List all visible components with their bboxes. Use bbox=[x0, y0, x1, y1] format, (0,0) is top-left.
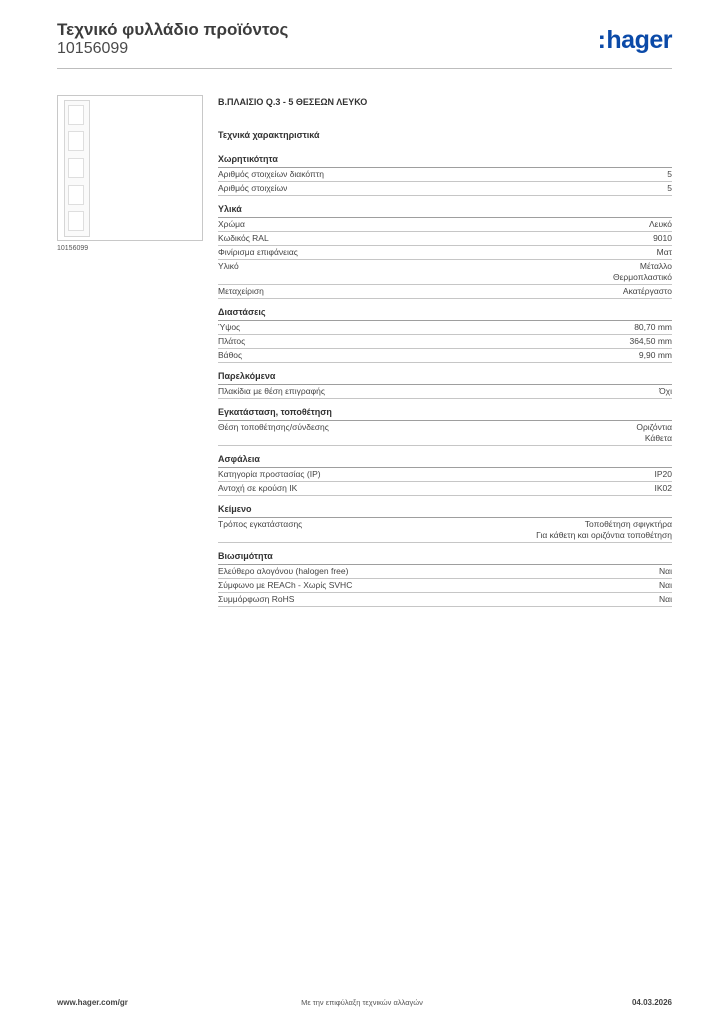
logo-text: hager bbox=[606, 26, 672, 54]
spec-value-line: Λευκό bbox=[649, 219, 672, 229]
spec-label: Πλάτος bbox=[218, 336, 246, 346]
spec-section bbox=[218, 306, 672, 363]
spec-value-line: IP20 bbox=[654, 469, 672, 479]
product-image bbox=[57, 95, 203, 241]
spec-section bbox=[218, 550, 672, 607]
section-title: Ασφάλεια bbox=[218, 453, 672, 468]
tech-heading: Τεχνικά χαρακτηριστικά bbox=[218, 130, 320, 140]
spec-label: Αριθμός στοιχείων bbox=[218, 183, 288, 193]
spec-value-line: 9010 bbox=[653, 233, 672, 243]
page-title: Τεχνικό φυλλάδιο προϊόντος bbox=[57, 20, 289, 39]
spec-label: Χρώμα bbox=[218, 219, 245, 229]
spec-value bbox=[655, 469, 673, 480]
frame-slot bbox=[68, 185, 84, 205]
spec-value bbox=[629, 336, 672, 347]
spec-value-line: Μέταλλο bbox=[639, 261, 672, 271]
hager-logo[interactable] bbox=[598, 26, 672, 54]
spec-row bbox=[218, 468, 672, 482]
spec-section bbox=[218, 503, 672, 543]
image-caption: 10156099 bbox=[57, 245, 89, 252]
spec-value bbox=[659, 386, 672, 397]
spec-label: Αριθμός στοιχείων διακόπτη bbox=[218, 169, 324, 179]
spec-value-line: 80,70 mm bbox=[634, 322, 672, 332]
spec-value bbox=[634, 322, 672, 333]
spec-value-line: Ναι bbox=[659, 594, 672, 604]
spec-row bbox=[218, 385, 672, 399]
spec-value-line: 5 bbox=[667, 169, 672, 179]
spec-section bbox=[218, 453, 672, 496]
spec-row bbox=[218, 335, 672, 349]
spec-label: Αντοχή σε κρούση IK bbox=[218, 483, 298, 493]
spec-value bbox=[639, 350, 672, 361]
spec-section bbox=[218, 406, 672, 446]
section-title: Παρελκόμενα bbox=[218, 370, 672, 385]
spec-row bbox=[218, 168, 672, 182]
spec-row bbox=[218, 182, 672, 196]
spec-label: Σύμφωνο με REACh - Χωρίς SVHC bbox=[218, 580, 353, 590]
frame-illustration bbox=[64, 100, 90, 237]
spec-row bbox=[218, 579, 672, 593]
spec-value-line: Οριζόντια bbox=[636, 422, 672, 432]
footer-disclaimer: Με την επιφύλαξη τεχνικών αλλαγών bbox=[301, 998, 423, 1007]
spec-row bbox=[218, 285, 672, 299]
spec-label: Συμμόρφωση RoHS bbox=[218, 594, 295, 604]
product-name: Β.ΠΛΑΙΣΙΟ Q.3 - 5 ΘΕΣΕΩΝ ΛΕΥΚΟ bbox=[218, 97, 368, 107]
spec-value bbox=[667, 169, 672, 180]
spec-row bbox=[218, 232, 672, 246]
header-divider bbox=[57, 68, 672, 69]
spec-value-line: Ματ bbox=[656, 247, 672, 257]
spec-value-line: Ακατέργαστο bbox=[622, 286, 672, 296]
spec-value bbox=[667, 183, 672, 194]
frame-slot bbox=[68, 211, 84, 231]
spec-value-line: 5 bbox=[667, 183, 672, 193]
section-title: Εγκατάσταση, τοποθέτηση bbox=[218, 406, 672, 421]
spec-section bbox=[218, 203, 672, 299]
spec-label: Μεταχείριση bbox=[218, 286, 264, 296]
section-title: Διαστάσεις bbox=[218, 306, 672, 321]
spec-value-line: IK02 bbox=[654, 483, 672, 493]
spec-row bbox=[218, 421, 672, 446]
spec-value-line: Όχι bbox=[659, 386, 672, 396]
spec-value bbox=[659, 566, 672, 577]
spec-label: Υλικό bbox=[218, 261, 239, 271]
spec-value bbox=[655, 483, 673, 494]
spec-value-line: Ναι bbox=[659, 580, 672, 590]
spec-sections bbox=[218, 153, 672, 607]
spec-value-line: Για κάθετη και οριζόντια τοποθέτηση bbox=[536, 530, 672, 540]
spec-value bbox=[613, 261, 672, 283]
frame-slot bbox=[68, 158, 84, 178]
section-title: Κείμενο bbox=[218, 503, 672, 518]
logo-dots-icon: : bbox=[597, 26, 606, 54]
section-title: Χωρητικότητα bbox=[218, 153, 672, 168]
spec-value bbox=[636, 422, 672, 444]
spec-row bbox=[218, 260, 672, 285]
footer-website-link[interactable]: www.hager.com/gr bbox=[57, 998, 128, 1007]
spec-value bbox=[649, 219, 672, 230]
spec-label: Βάθος bbox=[218, 350, 243, 360]
spec-value bbox=[659, 594, 672, 605]
section-title: Υλικά bbox=[218, 203, 672, 218]
spec-label: Ύψος bbox=[218, 322, 241, 332]
spec-value bbox=[659, 580, 672, 591]
spec-row bbox=[218, 246, 672, 260]
spec-value bbox=[536, 519, 672, 541]
spec-label: Φινίρισμα επιφάνειας bbox=[218, 247, 298, 257]
spec-row bbox=[218, 518, 672, 543]
spec-value-line: 9,90 mm bbox=[638, 350, 672, 360]
spec-value bbox=[653, 233, 672, 244]
spec-value-line: Κάθετα bbox=[644, 433, 672, 443]
spec-label: Θέση τοποθέτησης/σύνδεσης bbox=[218, 422, 329, 432]
spec-section bbox=[218, 153, 672, 196]
spec-row bbox=[218, 482, 672, 496]
spec-value-line: Τοποθέτηση σφιγκτήρα bbox=[584, 519, 672, 529]
spec-label: Κατηγορία προστασίας (IP) bbox=[218, 469, 321, 479]
spec-value-line: 364,50 mm bbox=[629, 336, 672, 346]
spec-label: Κωδικός RAL bbox=[218, 233, 269, 243]
spec-value-line: Θερμοπλαστικό bbox=[612, 272, 672, 282]
spec-row bbox=[218, 218, 672, 232]
spec-section bbox=[218, 370, 672, 399]
section-title: Βιωσιμότητα bbox=[218, 550, 672, 565]
frame-slot bbox=[68, 105, 84, 125]
spec-value bbox=[623, 286, 672, 297]
spec-label: Πλακίδια με θέση επιγραφής bbox=[218, 386, 325, 396]
spec-value bbox=[657, 247, 672, 258]
spec-row bbox=[218, 349, 672, 363]
spec-label: Τρόπος εγκατάστασης bbox=[218, 519, 303, 529]
frame-slot bbox=[68, 131, 84, 151]
spec-row bbox=[218, 321, 672, 335]
product-code: 10156099 bbox=[57, 40, 129, 57]
spec-value-line: Ναι bbox=[659, 566, 672, 576]
spec-label: Ελεύθερο αλογόνου (halogen free) bbox=[218, 566, 349, 576]
spec-row bbox=[218, 565, 672, 579]
spec-row bbox=[218, 593, 672, 607]
spec-content bbox=[218, 96, 672, 614]
footer-date: 04.03.2026 bbox=[631, 998, 672, 1007]
